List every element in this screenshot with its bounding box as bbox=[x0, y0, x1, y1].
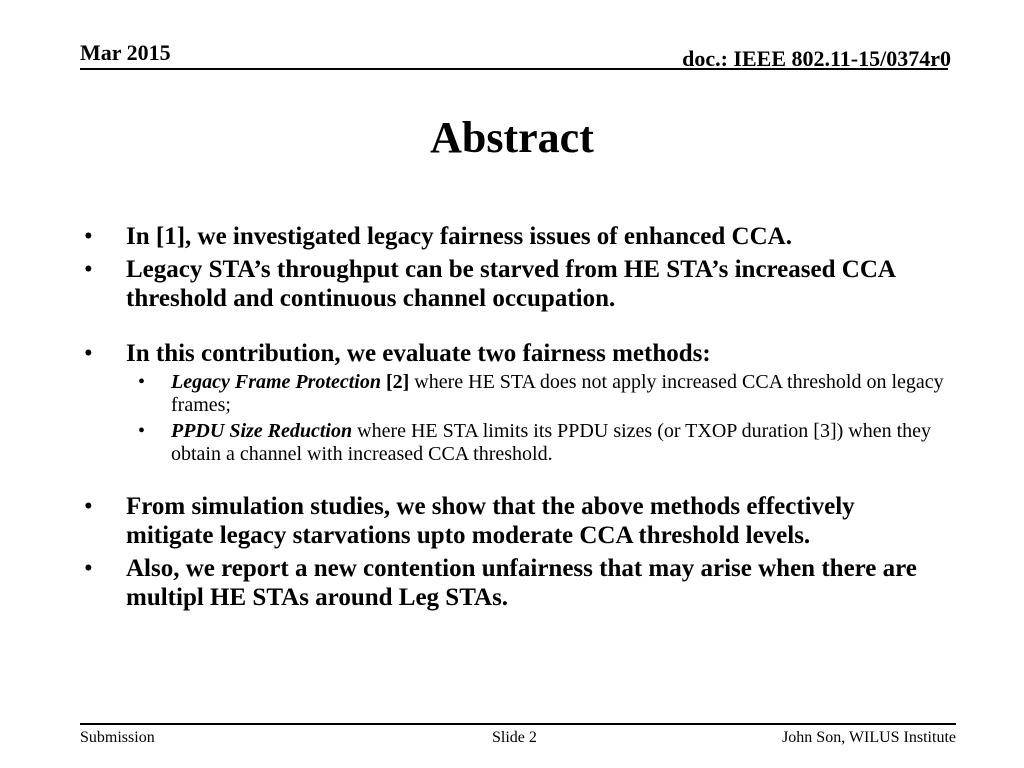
bullet-text: Legacy STA’s throughput can be starved from HE STA’s increased CCA threshold and continuous channel occupation. bbox=[126, 256, 895, 312]
subbullet-icon: • bbox=[138, 371, 146, 393]
subbullet-method-name: PPDU Size Reduction bbox=[171, 420, 353, 442]
bullet-icon: • bbox=[84, 493, 93, 520]
bullet-text: In this contribution, we evaluate two fairness methods: bbox=[126, 340, 711, 367]
bullet-text: Also, we report a new contention unfairness that may arise when there are multipl HE STAs around Leg STAs. bbox=[126, 555, 917, 611]
bullet-icon: • bbox=[84, 223, 93, 250]
bullet-icon: • bbox=[84, 256, 93, 283]
header-divider bbox=[80, 68, 948, 70]
bullet-item bbox=[84, 554, 944, 612]
subbullet-text: where HE STA limits its PPDU sizes (or TXOP duration [3]) when they obtain a channel with increased CCA threshold. bbox=[171, 420, 932, 465]
footer-slide-number: Slide 2 bbox=[492, 729, 537, 746]
subbullet-item bbox=[84, 371, 944, 417]
bullet-item bbox=[84, 492, 944, 550]
bullet-icon: • bbox=[84, 555, 93, 582]
bullet-text: In [1], we investigated legacy fairness issues of enhanced CCA. bbox=[126, 223, 792, 250]
subbullet-text: where HE STA does not apply increased CCA threshold on legacy frames; bbox=[171, 371, 944, 416]
slide-title: Abstract bbox=[430, 113, 594, 162]
header-doc-id: doc.: IEEE 802.11-15/0374r0 bbox=[682, 46, 951, 71]
bullet-icon: • bbox=[84, 340, 93, 367]
bullet-item bbox=[84, 339, 944, 368]
subbullet-item bbox=[84, 420, 944, 466]
bullet-item bbox=[84, 222, 944, 251]
footer-submission: Submission bbox=[80, 729, 155, 746]
slide-content bbox=[84, 222, 944, 612]
footer-author: John Son, WILUS Institute bbox=[782, 729, 956, 746]
subbullet-method-name: Legacy Frame Protection bbox=[171, 371, 381, 393]
header-date: Mar 2015 bbox=[80, 40, 171, 65]
subbullet-icon: • bbox=[138, 420, 146, 442]
footer-divider bbox=[80, 723, 956, 725]
subbullet-reference: [2] bbox=[385, 371, 410, 393]
bullet-item bbox=[84, 255, 944, 313]
bullet-text: From simulation studies, we show that the above methods effectively mitigate legacy starvations upto moderate CCA threshold levels. bbox=[126, 493, 855, 549]
